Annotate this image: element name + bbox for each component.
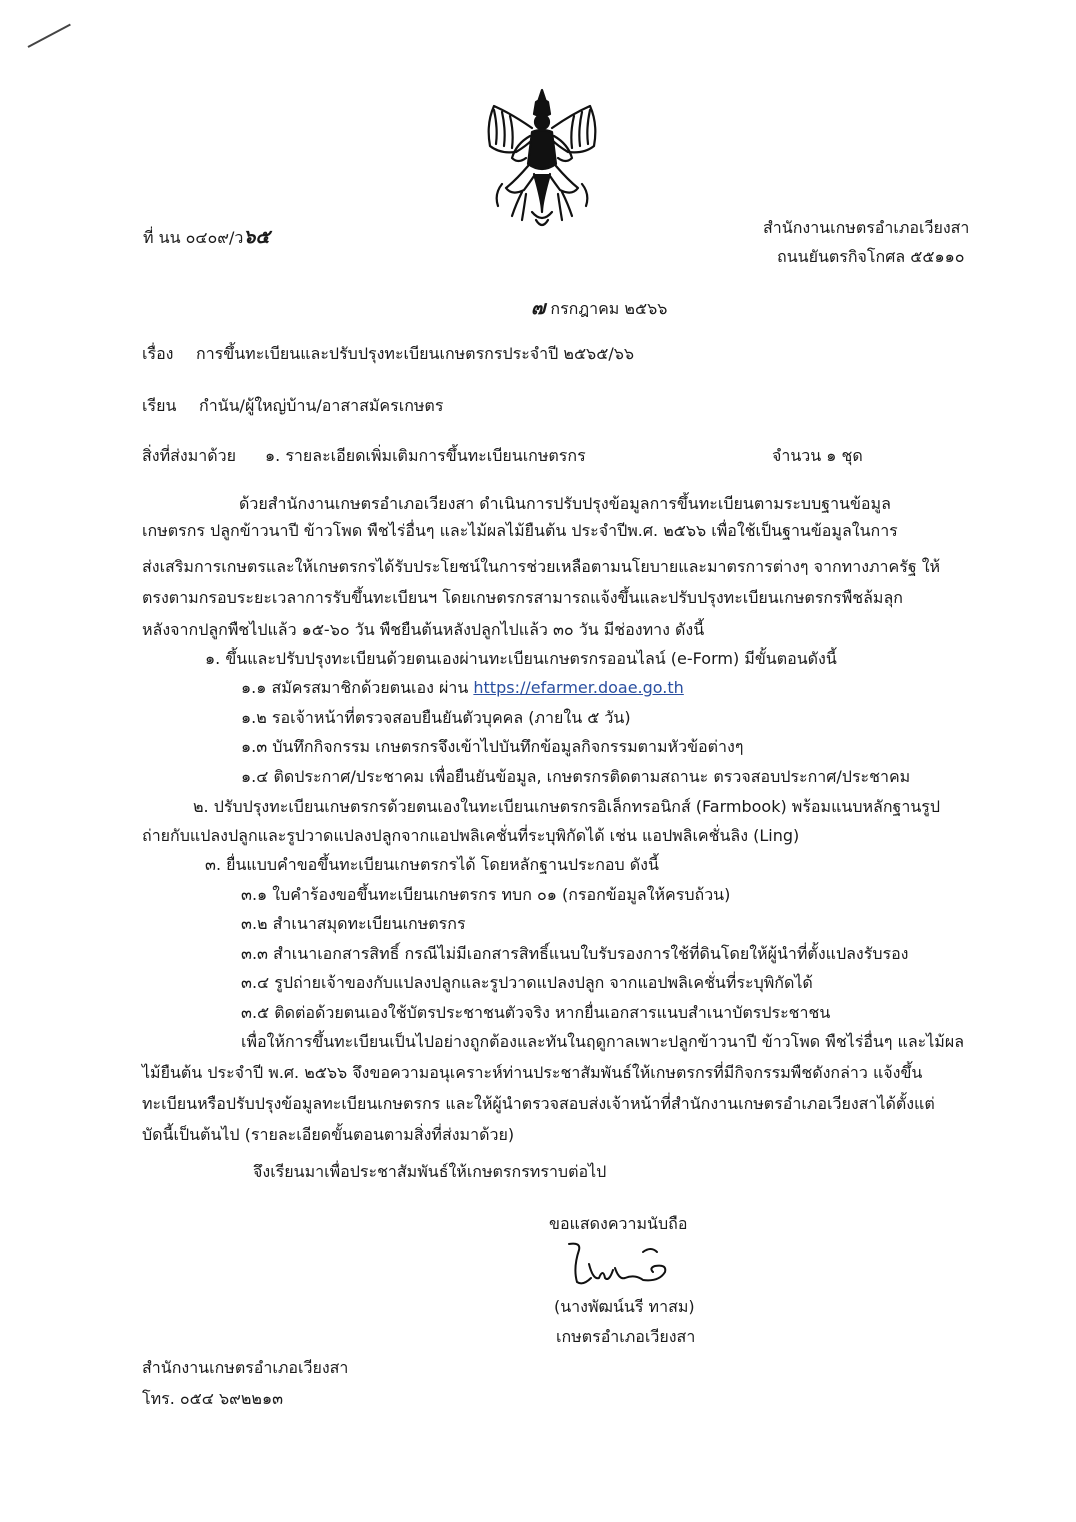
enclosure-text: ๑. รายละเอียดเพิ่มเติมการขึ้นทะเบียนเกษตรกร [265,446,586,465]
office-name: สำนักงานเกษตรอำเภอเวียงสา [763,218,970,237]
item-1: ๑. ขึ้นและปรับปรุงทะเบียนด้วยตนเองผ่านทะเบียนเกษตรกรออนไลน์ (e-Form) มีขั้นตอนดังนี้ [205,649,837,668]
item-1-3: ๑.๓ บันทึกกิจกรรม เกษตรกรจึงเข้าไปบันทึกข้อมูลกิจกรรมตามหัวข้อต่างๆ [241,737,744,756]
p1-line-2: เกษตรกร ปลูกข้าวนาปี ข้าวโพด พืชไร่อื่นๆ และไม้ผลไม้ยืนต้น ประจำปีพ.ศ. ๒๕๖๖ เพื่อใช้เป็นฐานข้อมูลในการ [142,521,898,540]
handwritten-signature [555,1238,675,1288]
doc-number [143,227,270,248]
letter-date [531,298,667,319]
subject-label: เรื่อง [142,344,174,363]
office-address: ถนนยันตรกิจโกศล ๕๕๑๑๐ [777,247,965,266]
footer-phone: โทร. ๐๕๔ ๖๙๒๒๑๓ [142,1389,284,1408]
item-2-line-1: ๒. ปรับปรุงทะเบียนเกษตรกรด้วยตนเองในทะเบียนเกษตรกรอิเล็กทรอนิกส์ (Farmbook) พร้อมแนบหลักฐานรูป [193,797,941,816]
item-2-line-2: ถ่ายกับแปลงปลูกและรูปวาดแปลงปลูกจากแอปพลิเคชั่นที่ระบุพิกัดได้ เช่น แอปพลิเคชั่นลิง (Ling) [142,826,800,845]
item-3-4: ๓.๔ รูปถ่ายเจ้าของกับแปลงปลูกและรูปวาดแปลงปลูก จากแอปพลิเคชั่นที่ระบุพิกัดได้ [241,973,813,992]
efarmer-link[interactable]: https://efarmer.doae.go.th [473,678,684,697]
p1-line-4: ตรงตามกรอบระยะเวลาการรับขึ้นทะเบียนฯ โดยเกษตรกรสามารถแจ้งขึ้นและปรับปรุงทะเบียนเกษตรกรพืชล้มลุก [142,588,903,607]
p1-line-3: ส่งเสริมการเกษตรและให้เกษตรกรได้รับประโยชน์ในการช่วยเหลือตามนโยบายและมาตรการต่างๆ จากทางภาครัฐ ให้ [142,557,941,576]
to-label: เรียน [142,396,177,415]
item-3-2: ๓.๒ สำเนาสมุดทะเบียนเกษตรกร [241,914,466,933]
p2-line-1: เพื่อให้การขึ้นทะเบียนเป็นไปอย่างถูกต้องและทันในฤดูกาลเพาะปลูกข้าวนาปี ข้าวโพด พืชไร่อื่นๆ และไม้ผล [241,1032,965,1051]
p2-line-2: ไม้ยืนต้น ประจำปี พ.ศ. ๒๕๖๖ จึงขอความอนุเคราะห์ท่านประชาสัมพันธ์ให้เกษตรกรที่มีกิจกรรมพืชดังกล่าว แจ้งขึ้น [142,1063,923,1082]
p1-line-1: ด้วยสำนักงานเกษตรอำเภอเวียงสา ดำเนินการปรับปรุงข้อมูลการขึ้นทะเบียนตามระบบฐานข้อมูล [239,494,891,513]
signer-name: (นางพัฒน์นรี ทาสม) [554,1297,695,1316]
item-1-4: ๑.๔ ติดประกาศ/ประชาคม เพื่อยืนยันข้อมูล, เกษตรกรติดตามสถานะ ตรวจสอบประกาศ/ประชาคม [241,767,911,786]
item-3-5: ๓.๕ ติดต่อด้วยตนเองใช้บัตรประชาชนตัวจริง หากยื่นเอกสารแนบสำเนาบัตรประชาชน [241,1003,831,1022]
item-1-2: ๑.๒ รอเจ้าหน้าที่ตรวจสอบยืนยันตัวบุคคล (ภายใน ๕ วัน) [241,708,631,727]
date-day-handwritten: ๗ [531,297,546,319]
footer-office: สำนักงานเกษตรอำเภอเวียงสา [142,1358,349,1377]
item-3: ๓. ยื่นแบบคำขอขึ้นทะเบียนเกษตรกรได้ โดยหลักฐานประกอบ ดังนี้ [205,855,659,874]
subject-text: การขึ้นทะเบียนและปรับปรุงทะเบียนเกษตรกรประจำปี ๒๕๖๕/๖๖ [196,344,635,363]
item-3-1: ๓.๑ ใบคำร้องขอขึ้นทะเบียนเกษตรกร ทบก ๐๑ (กรอกข้อมูลให้ครบถ้วน) [241,885,731,904]
doc-number-handwritten: ๖๕ [243,226,270,248]
item-1-1 [241,674,684,701]
closing-line: จึงเรียนมาเพื่อประชาสัมพันธ์ให้เกษตรกรทราบต่อไป [253,1162,607,1181]
doc-number-prefix: ที่ นน ๐๔๐๙/ว [143,228,244,247]
enclosure-label: สิ่งที่ส่งมาด้วย [142,446,236,465]
p2-line-3: ทะเบียนหรือปรับปรุงข้อมูลทะเบียนเกษตรกร และให้ผู้นำตรวจสอบส่งเจ้าหน้าที่สำนักงานเกษตรอำเภอเวียงสาได้ตั้งแต่ [142,1094,935,1113]
pen-mark [28,24,71,48]
date-month-year: กรกฎาคม ๒๕๖๖ [550,299,668,318]
garuda-emblem-icon [472,84,612,234]
p2-line-4: บัดนี้เป็นต้นไป (รายละเอียดขั้นตอนตามสิ่งที่ส่งมาด้วย) [142,1125,515,1144]
p1-line-5: หลังจากปลูกพืชไปแล้ว ๑๕-๖๐ วัน พืชยืนต้นหลังปลูกไปแล้ว ๓๐ วัน มีช่องทาง ดังนี้ [142,620,705,639]
salutation: ขอแสดงความนับถือ [549,1214,688,1233]
signer-position: เกษตรอำเภอเวียงสา [556,1327,696,1346]
to-text: กำนัน/ผู้ใหญ่บ้าน/อาสาสมัครเกษตร [199,396,444,415]
item-1-1-text: ๑.๑ สมัครสมาชิกด้วยตนเอง ผ่าน [241,678,469,697]
enclosure-quantity: จำนวน ๑ ชุด [772,446,863,465]
item-3-3: ๓.๓ สำเนาเอกสารสิทธิ์ กรณีไม่มีเอกสารสิทธิ์แนบใบรับรองการใช้ที่ดินโดยให้ผู้นำที่ตั้งแปลงรับรอง [241,944,909,963]
